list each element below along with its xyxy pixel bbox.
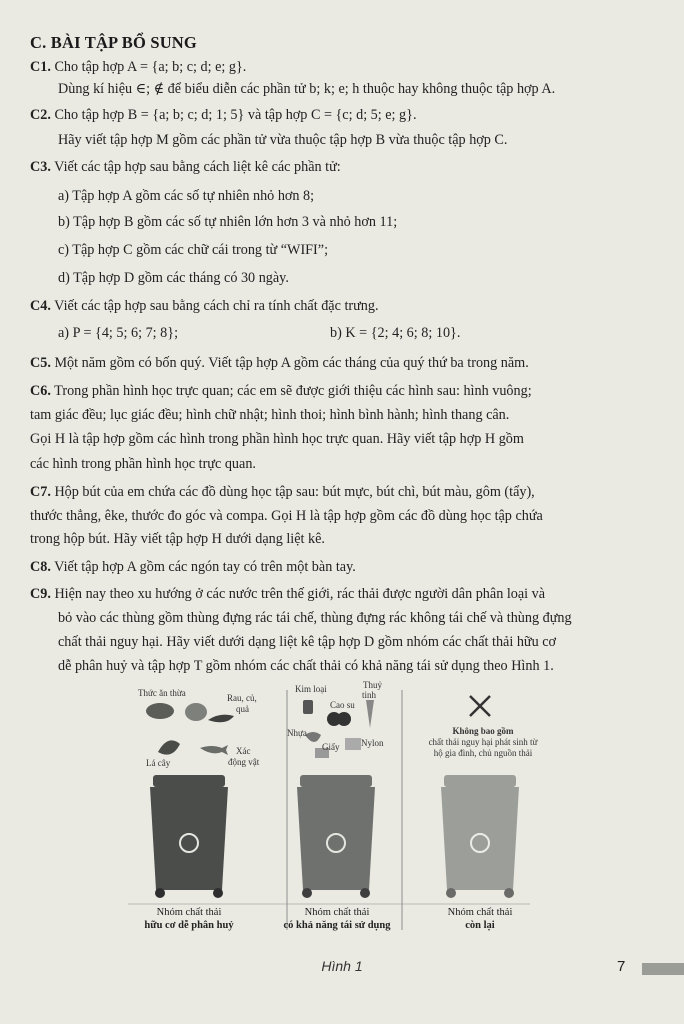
exercise-c1: C1. Cho tập hợp A = {a; b; c; d; e; g}. [30, 59, 247, 75]
bin3-caption: Nhóm chất thải còn lại [447, 907, 513, 931]
exercise-line: các hình trong phần hình học trực quan. [30, 456, 256, 472]
exercise-line: a) P = {4; 5; 6; 7; 8}; [58, 325, 179, 341]
label-cao-su: Cao su [330, 700, 355, 710]
label-rau-cu: Rau, củ, [227, 693, 257, 703]
exercise-line: Dùng kí hiệu ∈; ∉ để biểu diễn các phần tử b; k; e; h thuộc hay không thuộc tập hợp A. [58, 81, 556, 97]
exercise-c6: C6. Trong phần hình học trực quan; các em sẽ được giới thiệu các hình sau: hình vuông; [30, 383, 532, 399]
label-thuy: Thuỷ [363, 680, 382, 690]
label-nylon: Nylon [361, 738, 384, 748]
exercise-line: chất thải nguy hại. Hãy viết dưới dạng liệt kê tập hợp D gồm nhóm các chất thải hữu cơ [58, 634, 557, 650]
reusable-bin-icon [297, 775, 375, 898]
exercise-c4: C4. Viết các tập hợp sau bằng cách chỉ ra tính chất đặc trưng. [30, 298, 379, 314]
exercise-line: trong hộp bút. Hãy viết tập hợp H dưới dạng liệt kê. [30, 531, 325, 547]
exercise-line: b) Tập hợp B gồm các số tự nhiên lớn hơn 3 và nhỏ hơn 11; [58, 214, 398, 230]
exercise-line: Hãy viết tập hợp M gồm các phần tử vừa thuộc tập hợp B vừa thuộc tập hợp C. [58, 132, 508, 148]
bin1-caption: Nhóm chất thải hữu cơ dễ phân huỷ [144, 907, 234, 931]
exercise-c7: C7. Hộp bút của em chứa các đồ dùng học tập sau: bút mực, bút chì, bút màu, gôm (tẩy), [30, 484, 535, 500]
label-thuc-an-thua: Thức ăn thừa [138, 688, 186, 698]
exercise-line: d) Tập hợp D gồm các tháng có 30 ngày. [58, 270, 289, 286]
cross-icon [470, 696, 490, 716]
exercise-line: Gọi H là tập hợp gồm các hình trong phần hình học trực quan. Hãy viết tập hợp H gồm [30, 431, 524, 447]
exercise-line: dễ phân huỷ và tập hợp T gồm nhóm các chất thải có khả năng tái sử dụng theo Hình 1. [58, 658, 554, 674]
label-la-cay: Lá cây [146, 758, 171, 768]
exercise-line: tam giác đều; lục giác đều; hình chữ nhật; hình thoi; hình bình hành; hình thang cân. [30, 407, 510, 423]
label-tinh: tinh [362, 690, 377, 700]
organic-bin-icon [150, 775, 228, 898]
exercise-c2: C2. Cho tập hợp B = {a; b; c; d; 1; 5} và tập hợp C = {c; d; 5; e; g}. [30, 107, 417, 123]
exercise-line: thước thẳng, êke, thước đo góc và compa. Gọi H là tập hợp gồm các đồ dùng học tập chứa [30, 508, 543, 524]
label-xac: Xác [236, 746, 251, 756]
label-kim-loai: Kim loại [295, 684, 327, 694]
exercise-c5: C5. Một năm gồm có bốn quý. Viết tập hợp A gồm các tháng của quý thứ ba trong năm. [30, 355, 529, 371]
exercise-line: a) Tập hợp A gồm các số tự nhiên nhỏ hơn 8; [58, 188, 315, 204]
exercise-c8: C8. Viết tập hợp A gồm các ngón tay có trên một bàn tay. [30, 559, 356, 575]
exercise-c9: C9. Hiện nay theo xu hướng ở các nước trên thế giới, rác thải được người dân phân loại và [30, 586, 546, 602]
section-title: C. BÀI TẬP BỔ SUNG [30, 33, 197, 52]
bin2-caption: Nhóm chất thải có khả năng tái sử dụng [283, 907, 391, 931]
bin3-note: Không bao gồm chất thải nguy hại phát sinh từ hộ gia đình, chủ nguồn thải [428, 726, 538, 758]
figure-caption: Hình 1 [321, 958, 363, 974]
label-giay: Giấy [322, 742, 340, 752]
label-nhua: Nhựa [287, 728, 307, 738]
exercise-line: b) K = {2; 4; 6; 8; 10}. [330, 325, 461, 341]
exercise-line: bỏ vào các thùng gồm thùng đựng rác tái chế, thùng đựng rác không tái chế và thùng đựng [58, 610, 572, 626]
remaining-bin-icon [441, 775, 519, 898]
page-bar [642, 963, 684, 975]
exercise-line: c) Tập hợp C gồm các chữ cái trong từ “WIFI”; [58, 242, 329, 258]
label-qua: quả [236, 704, 249, 714]
label-dong-vat: động vật [228, 757, 260, 767]
page-number: 7 [617, 958, 626, 975]
organic-items-icon [146, 703, 234, 755]
exercise-c3: C3. Viết các tập hợp sau bằng cách liệt kê các phần tử: [30, 159, 341, 175]
